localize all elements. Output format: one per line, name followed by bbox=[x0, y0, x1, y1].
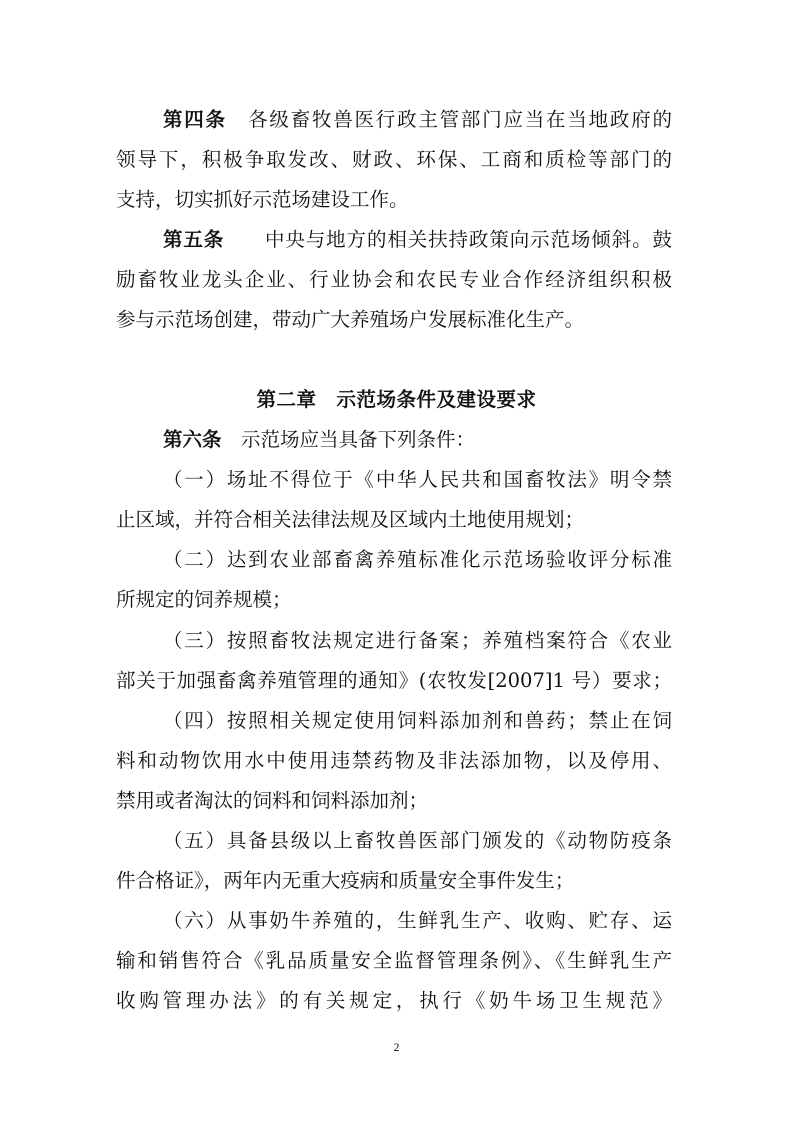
article-4-line-2: 领导下，积极争取发改、财政、环保、工商和质检等部门的 bbox=[116, 148, 672, 171]
article-6-text-1: 示范场应当具备下列条件： bbox=[241, 428, 476, 451]
article-6-item-1-line-1: （一）场址不得位于《中华人民共和国畜牧法》明令禁 bbox=[163, 468, 672, 491]
article-5-line-2: 励畜牧业龙头企业、行业协会和农民专业合作经济组织积极 bbox=[116, 268, 672, 291]
article-5-label: 第五条 bbox=[163, 228, 225, 251]
article-5-text-1: 中央与地方的相关扶持政策向示范场倾斜。鼓 bbox=[264, 228, 672, 251]
chapter-2-heading: 第二章 示范场条件及建设要求 bbox=[256, 388, 537, 411]
article-6-label: 第六条 bbox=[163, 428, 222, 451]
article-4-label: 第四条 bbox=[163, 108, 227, 131]
article-6-item-3-line-2: 部关于加强畜禽养殖管理的通知》(农牧发[2007]1 号）要求； bbox=[116, 669, 672, 692]
article-4-line-1 bbox=[163, 108, 672, 132]
article-6-item-4-line-2: 料和动物饮用水中使用违禁药物及非法添加物，以及停用、 bbox=[116, 749, 672, 772]
article-6-item-3-line-1: （三）按照畜牧法规定进行备案；养殖档案符合《农业 bbox=[163, 629, 672, 652]
article-6-line-1 bbox=[163, 428, 672, 452]
article-6-item-6-line-1: （六）从事奶牛养殖的，生鲜乳生产、收购、贮存、运 bbox=[163, 909, 672, 932]
article-5-line-1 bbox=[163, 228, 672, 252]
article-6-item-4-line-1: （四）按照相关规定使用饲料添加剂和兽药；禁止在饲 bbox=[163, 709, 672, 732]
page-number: 2 bbox=[393, 1040, 400, 1054]
article-6-item-6-line-2: 输和销售符合《乳品质量安全监督管理条例》、《生鲜乳生产 bbox=[116, 949, 672, 972]
article-4-text-1: 各级畜牧兽医行政主管部门应当在当地政府的 bbox=[248, 108, 672, 131]
article-6-item-5-line-2: 件合格证》，两年内无重大疫病和质量安全事件发生； bbox=[116, 869, 575, 892]
article-6-item-6-line-3: 收购管理办法》的有关规定，执行《奶牛场卫生规范》 bbox=[116, 989, 672, 1012]
article-6-item-5-line-1: （五）具备县级以上畜牧兽医部门颁发的《动物防疫条 bbox=[163, 829, 672, 852]
article-4-line-3: 支持，切实抓好示范场建设工作。 bbox=[116, 188, 409, 211]
article-6-item-2-line-2: 所规定的饲养规模； bbox=[116, 588, 292, 611]
article-5-line-3: 参与示范场创建，带动广大养殖场户发展标准化生产。 bbox=[116, 308, 585, 331]
article-6-item-1-line-2: 止区域，并符合相关法律法规及区域内土地使用规划； bbox=[116, 508, 585, 531]
article-6-item-2-line-1: （二）达到农业部畜禽养殖标准化示范场验收评分标准 bbox=[163, 548, 672, 571]
article-6-item-4-line-3: 禁用或者淘汰的饲料和饲料添加剂； bbox=[116, 789, 429, 812]
